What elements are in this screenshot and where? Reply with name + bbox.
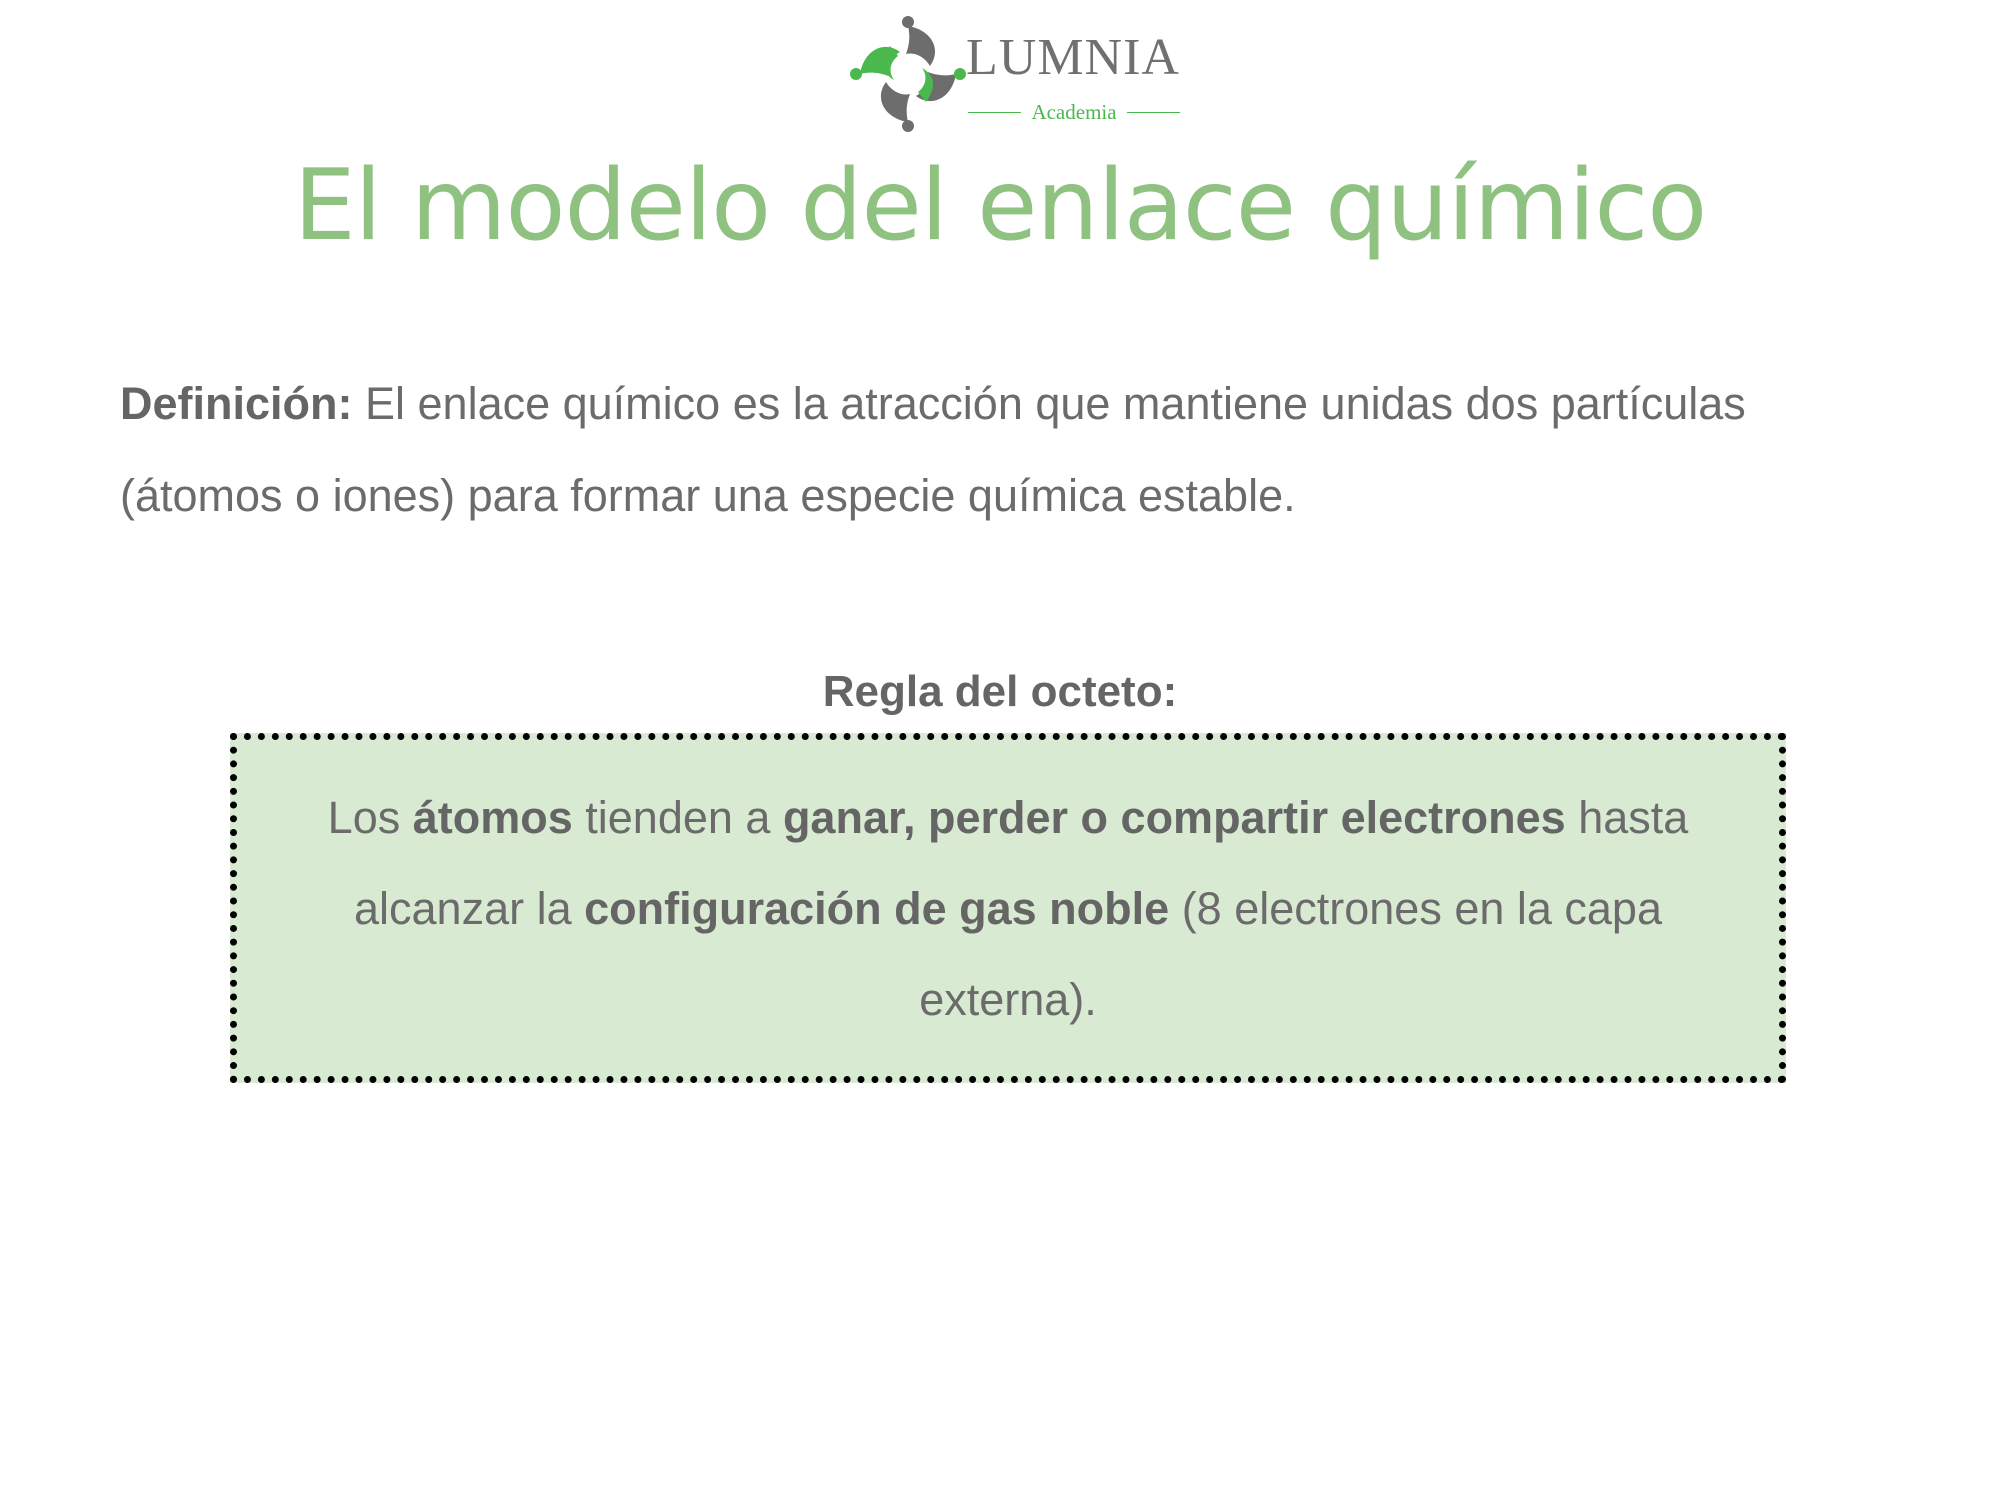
page-title: El modelo del enlace químico	[293, 149, 1707, 263]
logo-subtitle-text: Academia	[1031, 100, 1117, 124]
rule-text-part: tienden a	[572, 791, 783, 843]
rule-text-part: hasta alcanzar la	[353, 791, 1689, 934]
rule-text-bold: átomos	[412, 791, 573, 843]
logo	[850, 16, 1180, 132]
lumnia-logo-icon	[850, 16, 966, 132]
definition-label: Definición:	[120, 378, 353, 429]
definition-text: El enlace químico es la atracción que mantiene unidas dos partículas (átomos o iones) para formar una especie química estable.	[120, 378, 1746, 521]
logo-name: LUMNIA	[966, 29, 1180, 86]
logo-subtitle	[968, 102, 1180, 123]
rule-text-bold: configuración de gas noble	[584, 882, 1170, 934]
rule-box	[230, 733, 1786, 1083]
logo-rule-right	[1127, 112, 1180, 114]
rule-text-part: (8 electrones en la capa externa).	[919, 882, 1662, 1025]
logo-rule-left	[968, 112, 1021, 114]
rule-text	[277, 772, 1739, 1045]
rule-text-part: Los	[327, 791, 413, 843]
rule-heading: Regla del octeto:	[822, 667, 1178, 716]
rule-text-bold: ganar, perder o compartir electrones	[782, 791, 1566, 843]
definition-paragraph	[120, 358, 1900, 542]
